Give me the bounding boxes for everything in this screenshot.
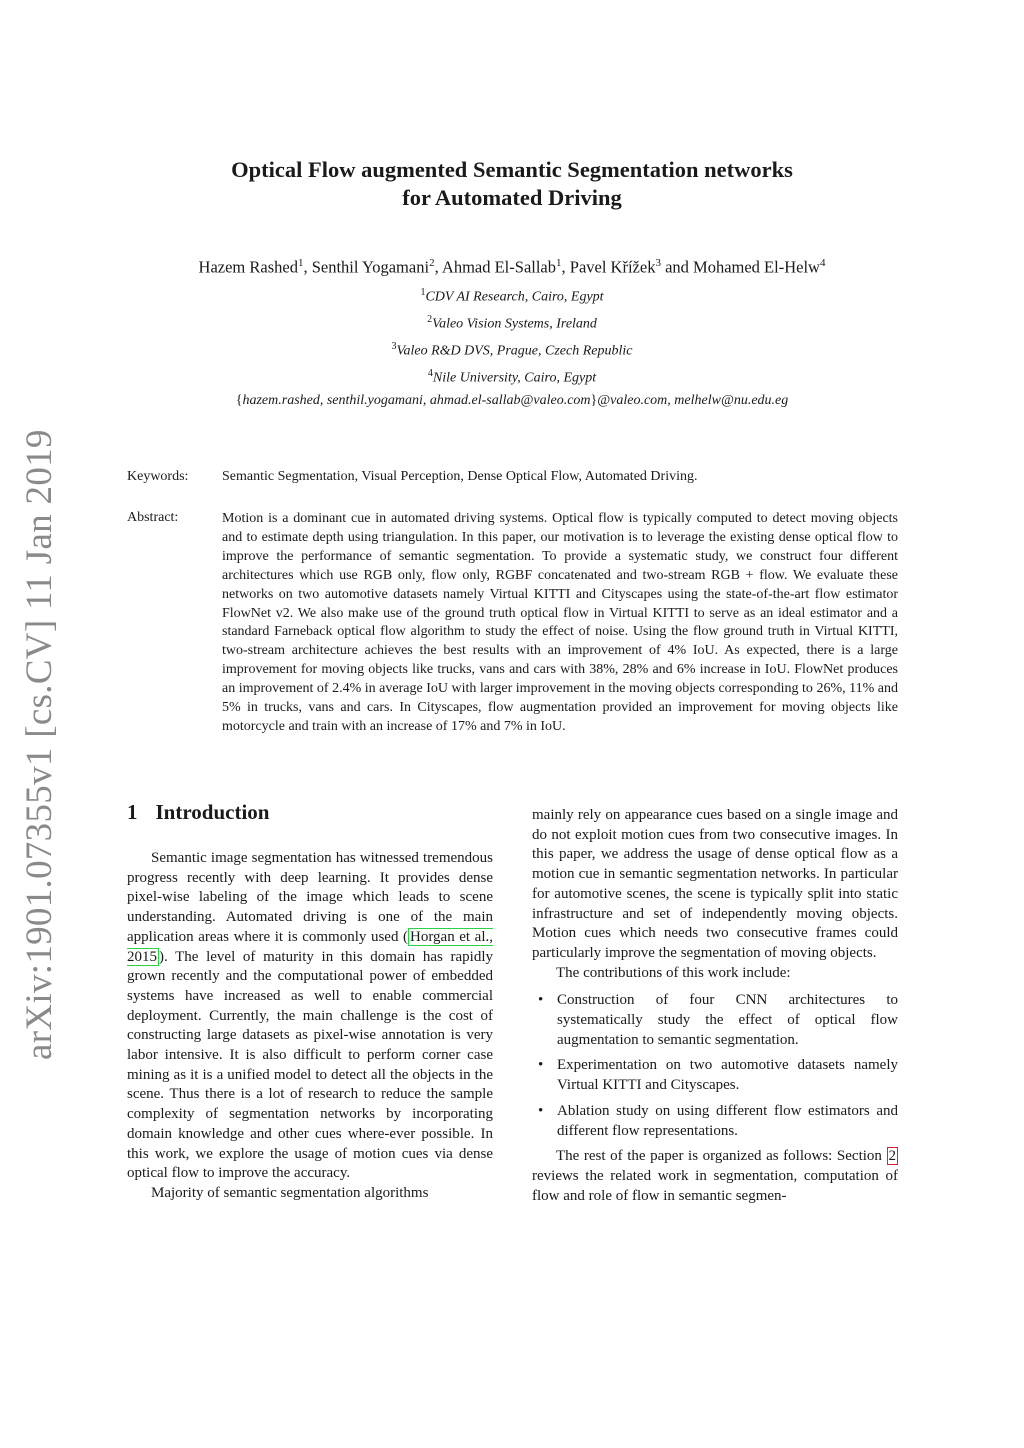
author-name: Pavel Křížek <box>569 257 656 277</box>
author-affil-mark: 1 <box>556 257 562 269</box>
author-name: Hazem Rashed <box>198 257 298 277</box>
contributions-list <box>532 991 898 1141</box>
affiliation-line <box>110 363 914 390</box>
affil-text: Nile University, Cairo, Egypt <box>432 370 597 386</box>
list-item-text: Experimentation on two automotive datasets namely Virtual KITTI and Cityscapes. <box>557 1057 898 1094</box>
section-heading <box>127 800 269 825</box>
list-item <box>532 991 898 1050</box>
author-affil-mark: 1 <box>297 257 304 269</box>
email-group: hazem.rashed, senthil.yogamani, ahmad.el-sallab@valeo.com <box>242 392 591 408</box>
section-ref-link[interactable]: 2 <box>888 1148 896 1165</box>
author-separator: , <box>303 257 312 277</box>
author-separator: , <box>434 257 442 277</box>
affil-mark: 4 <box>427 367 433 379</box>
author-affil-mark: 3 <box>655 257 661 269</box>
arxiv-identifier: arXiv:1901.07355v1 [cs.CV] 11 Jan 2019 <box>19 429 60 1060</box>
title-line-1: Optical Flow augmented Semantic Segmentation networks <box>231 157 793 182</box>
author-list <box>110 257 914 278</box>
section-title: Introduction <box>155 800 270 824</box>
outline-paragraph <box>532 1147 898 1206</box>
affiliation-line <box>110 336 914 363</box>
bullet-icon: • <box>538 992 544 1009</box>
email-line <box>110 390 914 412</box>
author-affil-mark: 2 <box>429 257 435 269</box>
author-name: Ahmad El-Sallab <box>441 257 557 277</box>
affil-text: Valeo R&D DVS, Prague, Czech Republic <box>396 343 633 359</box>
affil-mark: 1 <box>420 287 426 298</box>
bullet-icon: • <box>538 1057 544 1074</box>
affiliation-list <box>110 282 914 412</box>
author-name: Mohamed El-Helw <box>693 257 820 277</box>
keywords-text: Semantic Segmentation, Visual Perception, Dense Optical Flow, Automated Driving. <box>222 469 698 484</box>
affiliation-line <box>110 309 914 336</box>
intro-paragraph-1 <box>127 849 493 1184</box>
author-name: Senthil Yogamani <box>311 257 430 277</box>
author-separator: , <box>561 257 570 277</box>
title-line-2: for Automated Driving <box>402 185 622 210</box>
email-domain: @valeo.com, melhelw@nu.edu.eg <box>597 392 789 408</box>
outline-text: reviews the related work in segmentation, computation of flow and role of flow in semantic segmen- <box>532 1167 898 1204</box>
affil-text: CDV AI Research, Cairo, Egypt <box>425 289 604 305</box>
affil-text: Valeo Vision Systems, Ireland <box>432 316 597 332</box>
affil-mark: 3 <box>391 340 397 352</box>
list-item-text: Ablation study on using different flow estimators and different flow representations. <box>557 1102 898 1139</box>
intro-paragraph-2: Majority of semantic segmentation algorithms <box>151 1184 429 1201</box>
section-number: 1 <box>127 800 138 824</box>
intro-text: Semantic image segmentation has witnessed tremendous progress recently with deep learning. It provides dense pixel-wise labeling of the image which leads to scene understanding. Automated driving is one of the main application areas where it is commonly used ( <box>127 850 493 945</box>
affiliation-line <box>110 282 914 309</box>
paper-title <box>130 156 894 212</box>
email-brace-close: } <box>590 392 598 408</box>
affil-mark: 2 <box>427 313 433 325</box>
right-column <box>532 806 898 1206</box>
left-column <box>127 849 493 1204</box>
author-affil-mark: 4 <box>819 257 826 269</box>
keywords-label: Keywords: <box>127 469 189 484</box>
intro-text: ). The level of maturity in this domain has rapidly grown recently and the computational power of embedded systems have increased as well to enable commercial deployment. Currently, the main challenge is the cost of constructing large datasets as pixel-wise annotation is very labor intensive. It is also difficult to perform corner case mining as it is a unified model to detect all the objects in the scene. Thus there is a lot of research to reduce the sample complexity of segmentation networks by incorporating domain knowledge and other cues where-ever possible. In this work, we explore the usage of motion cues via dense optical flow to improve the accuracy. <box>127 948 493 1182</box>
list-item <box>532 1102 898 1141</box>
intro-paragraph-2-cont: mainly rely on appearance cues based on a single image and do not exploit motion cues from two consecutive images. In this paper, we address the usage of dense optical flow as a motion cue in semantic segmentation networks. In particular for automotive scenes, the scene is typically split into static infrastructure and set of independently moving objects. Motion cues which needs two consecutive frames could particularly improve the segmentation of moving objects. <box>532 807 898 961</box>
contributions-intro: The contributions of this work include: <box>556 964 791 981</box>
bullet-icon: • <box>538 1102 544 1119</box>
email-brace-open: { <box>235 392 243 408</box>
list-item <box>532 1056 898 1095</box>
outline-text: The rest of the paper is organized as follows: Section <box>556 1148 887 1165</box>
author-separator: and <box>660 257 694 277</box>
abstract-label: Abstract: <box>127 510 179 525</box>
citation-link[interactable]: Horgan et al., 2015 <box>127 928 493 965</box>
abstract-text: Motion is a dominant cue in automated driving systems. Optical flow is typically computed to detect moving objects and to estimate depth using triangulation. In this paper, our motivation is to leverage the existing dense optical flow to improve the performance of semantic segmentation. To provide a systematic study, we construct four different architectures which use RGB only, flow only, RGBF concatenated and two-stream RGB + flow. We evaluate these networks on two automotive datasets namely Virtual KITTI and Cityscapes using the state-of-the-art flow estimator FlowNet v2. We also make use of the ground truth optical flow in Virtual KITTI to serve as an ideal estimator and a standard Farneback optical flow algorithm to study the effect of noise. Using the flow ground truth in Virtual KITTI, two-stream architecture achieves the best results with an improvement of 4% IoU. As expected, there is a large improvement for moving objects like trucks, vans and cars with 38%, 28% and 6% increase in IoU. FlowNet produces an improvement of 2.4% in average IoU with larger improvement in the moving objects corresponding to 26%, 11% and 5% in trucks, vans and cars. In Cityscapes, flow augmentation provided an improvement for moving objects like motorcycle and train with an increase of 17% and 7% in IoU. <box>222 511 898 734</box>
list-item-text: Construction of four CNN architectures to systematically study the effect of optical flow augmentation to semantic segmentation. <box>557 992 898 1048</box>
